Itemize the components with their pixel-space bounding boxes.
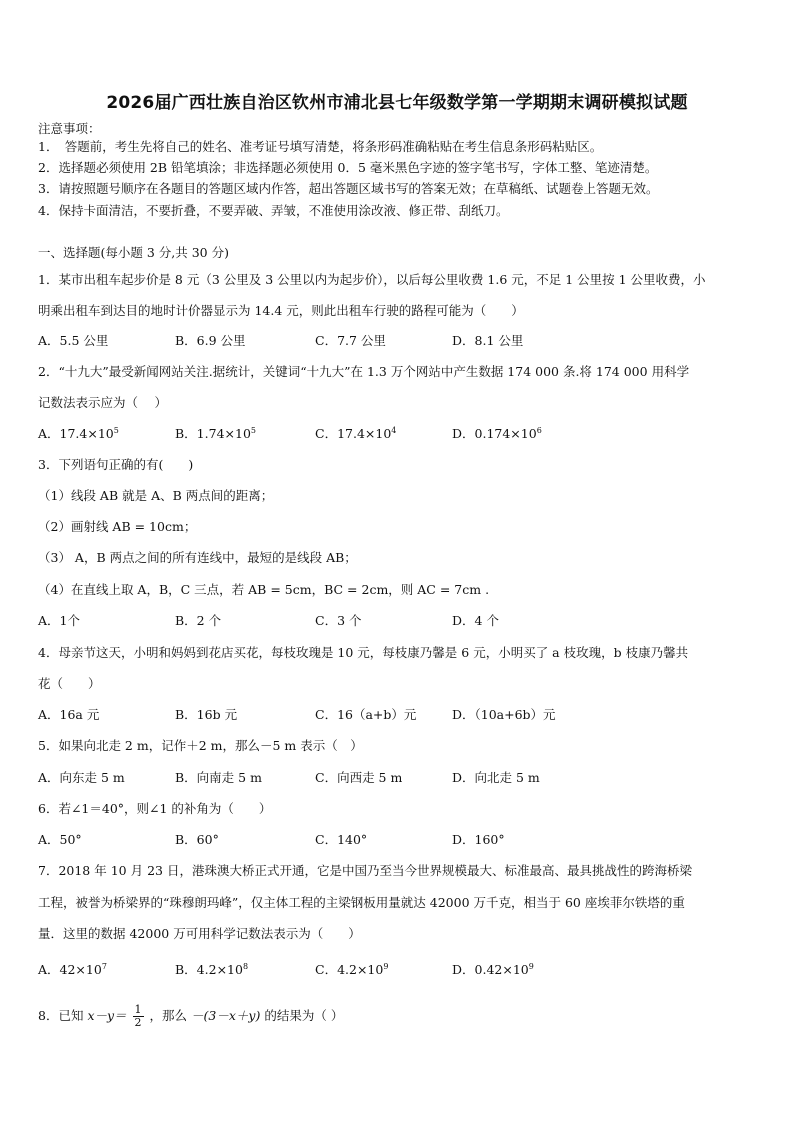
option-d: D．$0.174\times 10^6$ <box>452 425 542 441</box>
note-item: 3．请按照题号顺序在各题目的答题区域内作答，超出答题区域书写的答案无效；在草稿纸、试题卷上答题无效。 <box>38 181 659 196</box>
option-a: A．5.5 公里 <box>38 333 109 348</box>
q2-line: 2．“十九大”最受新闻网站关注.据统计，关键词“十九大”在 1.3 万个网站中产生数据 174 000 条.将 174 000 用科学 <box>38 364 690 379</box>
option-a: A．16a 元 <box>38 707 100 722</box>
q2-line: 记数法表示应为（ ） <box>38 395 167 410</box>
q1-line: 1．某市出租车起步价是 8 元（3 公里及 3 公里以内为起步价），以后每公里收费 1.6 元，不足 1 公里按 1 公里收费，小 <box>38 272 706 287</box>
exam-title: 2026届广西壮族自治区钦州市浦北县七年级数学第一学期期末调研模拟试题 <box>106 93 688 113</box>
option-a: A．向东走 5 m <box>38 770 125 785</box>
q6-stem: 6．若∠1＝40°，则∠1 的补角为（ ） <box>38 801 272 816</box>
option-c: C．16（a+b）元 <box>315 707 417 722</box>
q8-fraction: $\frac{1}{2}$ <box>134 1003 142 1029</box>
option-d: D．$0.42\times 10^9$ <box>452 961 534 977</box>
option-b: B．6.9 公里 <box>175 333 246 348</box>
q7-line: 7．2018 年 10 月 23 日，港珠澳大桥正式开通，它是中国乃至当今世界规模最大、标准最高、最具挑战性的跨海桥梁 <box>38 863 692 878</box>
q3-stem: 3．下列语句正确的有( ) <box>38 457 194 472</box>
option-c: C．7.7 公里 <box>315 333 386 348</box>
option-b: B．$4.2\times 10^8$ <box>175 961 249 977</box>
q8-expression: －(3－x＋y) <box>191 1008 261 1023</box>
option-a: A．1个 <box>38 613 80 628</box>
q5-stem: 5．如果向北走 2 m，记作＋2 m，那么－5 m 表示（ ） <box>38 738 363 753</box>
option-a: A．$17.4\times 10^5$ <box>38 425 119 441</box>
option-c: C．$4.2\times 10^9$ <box>315 961 389 977</box>
q3-options <box>38 613 758 629</box>
option-c: C．向西走 5 m <box>315 770 403 785</box>
option-a: A．50° <box>38 832 82 847</box>
q6-options <box>38 832 758 848</box>
option-d: D．4 个 <box>452 613 499 628</box>
option-b: B．2 个 <box>175 613 222 628</box>
q1-options <box>38 333 758 349</box>
q8-suffix: 的结果为（ ） <box>264 1008 344 1023</box>
q8-line <box>38 1001 343 1031</box>
q8-prefix: 8．已知 <box>38 1008 84 1023</box>
option-b: B．向南走 5 m <box>175 770 262 785</box>
q5-options <box>38 770 758 786</box>
q4-line: 4．母亲节这天，小明和妈妈到花店买花，每枝玫瑰是 10 元，每枝康乃馨是 6 元，小明买了 a 枝玫瑰，b 枝康乃馨共 <box>38 645 689 660</box>
section-heading: 一、选择题(每小题 3 分,共 30 分) <box>38 245 229 260</box>
note-item: 1． 答题前，考生先将自己的姓名、准考证号填写清楚，将条形码准确粘贴在考生信息条形码粘贴区。 <box>38 139 603 154</box>
option-c: C．3 个 <box>315 613 362 628</box>
q8-equation: x－y＝ <box>87 1008 127 1023</box>
option-d: D．向北走 5 m <box>452 770 540 785</box>
q7-options <box>38 962 758 980</box>
option-a: A．$42\times 10^7$ <box>38 961 107 977</box>
q3-item: （1）线段 AB 就是 A、B 两点间的距离； <box>38 488 274 503</box>
q2-options <box>38 426 758 442</box>
option-d: D．160° <box>452 832 505 847</box>
note-item: 2．选择题必须使用 2B 铅笔填涂；非选择题必须使用 0．5 毫米黑色字迹的签字笔书写，字体工整、笔迹清楚。 <box>38 160 658 175</box>
q3-item: （2）画射线 AB = 10cm； <box>38 519 197 534</box>
q7-line: 量．这里的数据 42000 万可用科学记数法表示为（ ） <box>38 926 361 941</box>
option-c: C．140° <box>315 832 368 847</box>
q8-mid: ，那么 <box>149 1008 188 1023</box>
option-d: D．8.1 公里 <box>452 333 524 348</box>
option-b: B．16b 元 <box>175 707 238 722</box>
q3-item: （3） A，B 两点之间的所有连线中，最短的是线段 AB； <box>38 550 357 565</box>
notes-heading: 注意事项： <box>38 121 101 136</box>
q3-item: （4）在直线上取 A，B，C 三点，若 AB = 5cm，BC = 2cm，则 AC = 7cm . <box>38 582 490 597</box>
q4-line: 花（ ） <box>38 676 101 691</box>
q4-options <box>38 707 758 723</box>
q7-line: 工程，被誉为桥梁界的“珠穆朗玛峰”，仅主体工程的主梁钢板用量就达 42000 万千克，相当于 60 座埃菲尔铁塔的重 <box>38 895 685 910</box>
option-b: B．$1.74\times 10^5$ <box>175 425 256 441</box>
option-d: D．（10a+6b）元 <box>452 707 556 722</box>
note-item: 4．保持卡面清洁，不要折叠，不要弄破、弄皱，不准使用涂改液、修正带、刮纸刀。 <box>38 203 509 218</box>
option-b: B．60° <box>175 832 219 847</box>
option-c: C．$17.4\times 10^4$ <box>315 425 397 441</box>
q1-line: 明乘出租车到达目的地时计价器显示为 14.4 元，则此出租车行驶的路程可能为（ ） <box>38 303 524 318</box>
